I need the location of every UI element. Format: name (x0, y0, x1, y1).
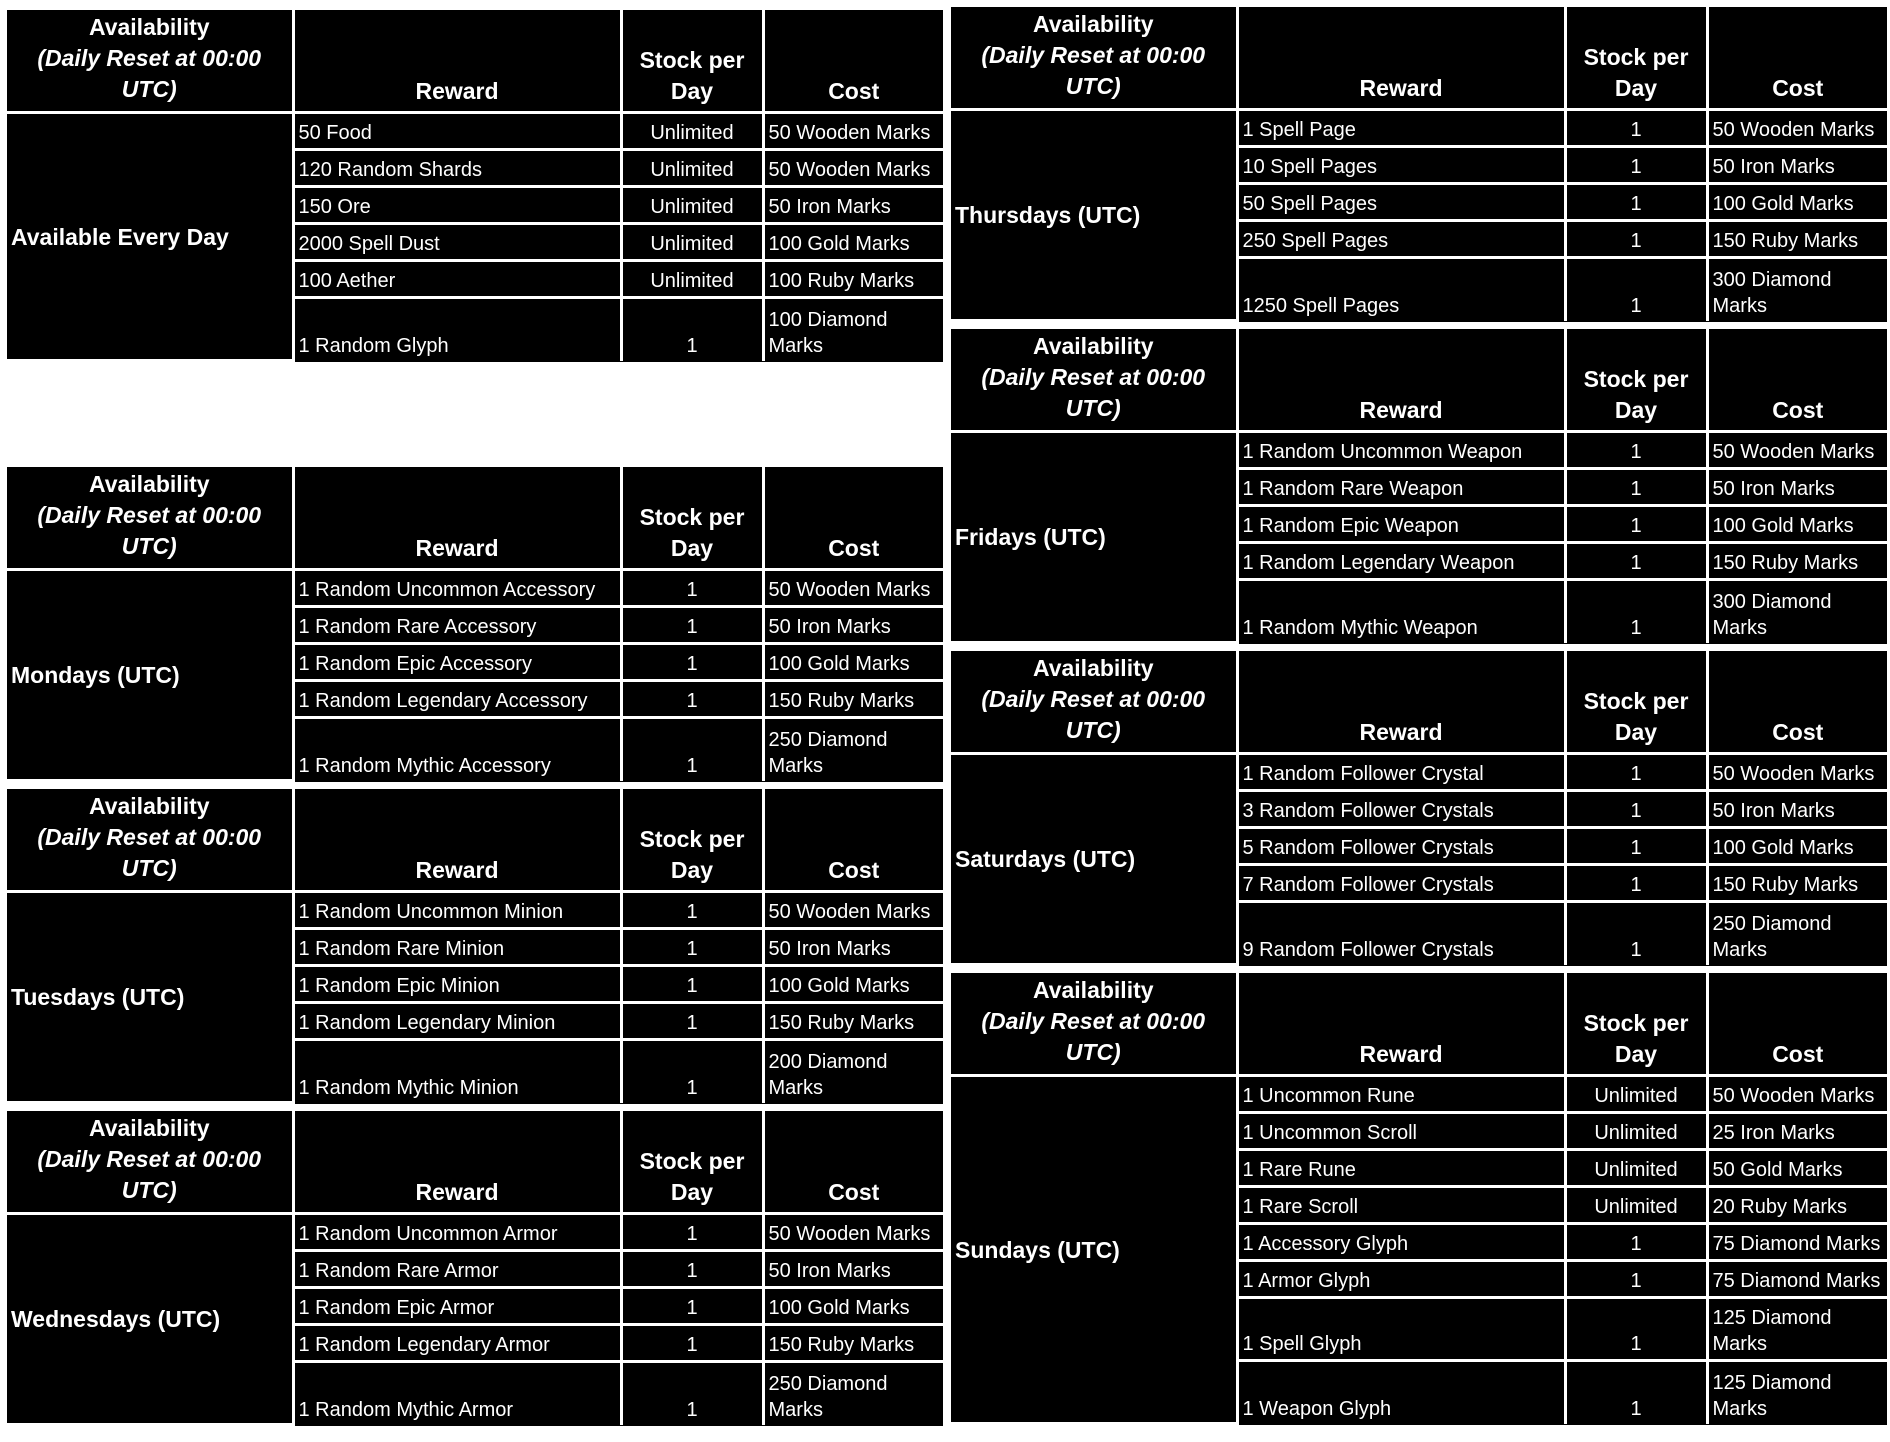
cost-header: Cost (763, 788, 943, 892)
reward-cell: 1 Random Uncommon Accessory (293, 570, 621, 607)
stock-cell: 1 (1565, 221, 1707, 258)
stock-cell: Unlimited (621, 150, 763, 187)
stock-cell: 1 (621, 298, 763, 361)
stock-header: Stock per Day (1565, 6, 1707, 110)
shop-table-available-every-day (7, 7, 943, 362)
table-row (951, 110, 1887, 147)
reset-note: (Daily Reset at 00:00 UTC) (981, 686, 1206, 743)
availability-label: Availability (88, 1115, 210, 1141)
stock-cell: 1 (621, 1040, 763, 1103)
cost-cell: 50 Wooden Marks (763, 150, 943, 187)
reward-cell: 1 Accessory Glyph (1237, 1224, 1565, 1261)
reward-cell: 250 Spell Pages (1237, 221, 1565, 258)
availability-label: Availability (1032, 11, 1154, 37)
table-row (7, 570, 943, 607)
reward-cell: 1 Spell Glyph (1237, 1298, 1565, 1361)
stock-cell: Unlimited (1565, 1187, 1707, 1224)
cost-cell: 50 Iron Marks (763, 607, 943, 644)
reward-cell: 50 Spell Pages (1237, 184, 1565, 221)
cost-cell: 150 Ruby Marks (1707, 543, 1887, 580)
availability-header (951, 972, 1237, 1076)
cost-cell: 100 Gold Marks (763, 224, 943, 261)
stock-cell: 1 (1565, 432, 1707, 469)
availability-day: Thursdays (UTC) (951, 110, 1237, 321)
stock-cell: Unlimited (1565, 1076, 1707, 1113)
cost-header: Cost (1707, 972, 1887, 1076)
cost-cell: 50 Iron Marks (1707, 469, 1887, 506)
reward-cell: 1 Random Rare Armor (293, 1251, 621, 1288)
reward-cell: 1 Random Mythic Armor (293, 1362, 621, 1425)
reward-cell: 150 Ore (293, 187, 621, 224)
cost-cell: 300 Diamond Marks (1707, 580, 1887, 643)
stock-cell: 1 (1565, 506, 1707, 543)
stock-cell: 1 (1565, 110, 1707, 147)
reward-cell: 1 Random Legendary Minion (293, 1003, 621, 1040)
reward-cell: 1 Random Mythic Weapon (1237, 580, 1565, 643)
availability-label: Availability (88, 793, 210, 819)
availability-header (7, 466, 293, 570)
cost-cell: 50 Iron Marks (763, 1251, 943, 1288)
cost-cell: 200 Diamond Marks (763, 1040, 943, 1103)
reward-header: Reward (293, 466, 621, 570)
reward-cell: 1 Random Epic Weapon (1237, 506, 1565, 543)
reward-cell: 120 Random Shards (293, 150, 621, 187)
availability-day: Mondays (UTC) (7, 570, 293, 781)
cost-cell: 50 Wooden Marks (1707, 432, 1887, 469)
cost-cell: 100 Diamond Marks (763, 298, 943, 361)
availability-header (7, 1110, 293, 1214)
stock-cell: Unlimited (1565, 1113, 1707, 1150)
reward-cell: 1 Random Uncommon Weapon (1237, 432, 1565, 469)
availability-label: Availability (88, 14, 210, 40)
stock-cell: 1 (621, 718, 763, 781)
availability-header (951, 6, 1237, 110)
stock-cell: 1 (1565, 184, 1707, 221)
shop-table-mondays-utc (7, 464, 943, 782)
reward-cell: 50 Food (293, 113, 621, 150)
cost-cell: 125 Diamond Marks (1707, 1361, 1887, 1424)
table-row (951, 432, 1887, 469)
cost-cell: 50 Wooden Marks (763, 113, 943, 150)
stock-cell: 1 (621, 1003, 763, 1040)
cost-cell: 100 Gold Marks (763, 1288, 943, 1325)
cost-cell: 50 Wooden Marks (1707, 754, 1887, 791)
reward-cell: 1 Random Epic Accessory (293, 644, 621, 681)
reward-cell: 1 Uncommon Scroll (1237, 1113, 1565, 1150)
stock-cell: 1 (621, 681, 763, 718)
stock-cell: Unlimited (621, 187, 763, 224)
cost-cell: 150 Ruby Marks (763, 1325, 943, 1362)
reset-note: (Daily Reset at 00:00 UTC) (37, 502, 262, 559)
stock-header: Stock per Day (621, 466, 763, 570)
reward-header: Reward (293, 9, 621, 113)
stock-cell: 1 (1565, 469, 1707, 506)
reward-header: Reward (1237, 972, 1565, 1076)
reward-header: Reward (1237, 6, 1565, 110)
reward-cell: 7 Random Follower Crystals (1237, 865, 1565, 902)
availability-header (951, 650, 1237, 754)
cost-cell: 100 Ruby Marks (763, 261, 943, 298)
cost-cell: 50 Gold Marks (1707, 1150, 1887, 1187)
stock-cell: 1 (621, 570, 763, 607)
reward-cell: 1250 Spell Pages (1237, 258, 1565, 321)
reward-cell: 1 Random Mythic Minion (293, 1040, 621, 1103)
cost-cell: 250 Diamond Marks (1707, 902, 1887, 965)
stock-cell: 1 (1565, 902, 1707, 965)
stock-cell: 1 (1565, 580, 1707, 643)
availability-label: Availability (88, 471, 210, 497)
stock-header: Stock per Day (1565, 650, 1707, 754)
cost-cell: 100 Gold Marks (763, 966, 943, 1003)
reward-header: Reward (1237, 328, 1565, 432)
cost-cell: 300 Diamond Marks (1707, 258, 1887, 321)
cost-cell: 20 Ruby Marks (1707, 1187, 1887, 1224)
table-row (7, 113, 943, 150)
stock-cell: Unlimited (621, 224, 763, 261)
table-row (951, 1076, 1887, 1113)
cost-cell: 75 Diamond Marks (1707, 1224, 1887, 1261)
availability-label: Availability (1032, 333, 1154, 359)
reward-cell: 100 Aether (293, 261, 621, 298)
stock-cell: 1 (621, 1362, 763, 1425)
reward-cell: 1 Spell Page (1237, 110, 1565, 147)
reset-note: (Daily Reset at 00:00 UTC) (981, 1008, 1206, 1065)
reward-cell: 3 Random Follower Crystals (1237, 791, 1565, 828)
availability-day: Tuesdays (UTC) (7, 892, 293, 1103)
cost-cell: 250 Diamond Marks (763, 1362, 943, 1425)
cost-cell: 50 Wooden Marks (763, 1214, 943, 1251)
shop-table-fridays-utc (951, 326, 1887, 644)
reset-note: (Daily Reset at 00:00 UTC) (981, 364, 1206, 421)
reward-cell: 1 Rare Rune (1237, 1150, 1565, 1187)
stock-cell: Unlimited (621, 113, 763, 150)
stock-cell: 1 (621, 1251, 763, 1288)
stock-header: Stock per Day (621, 9, 763, 113)
reward-cell: 1 Uncommon Rune (1237, 1076, 1565, 1113)
reset-note: (Daily Reset at 00:00 UTC) (37, 824, 262, 881)
reward-cell: 1 Random Legendary Armor (293, 1325, 621, 1362)
stock-cell: Unlimited (1565, 1150, 1707, 1187)
cost-header: Cost (763, 466, 943, 570)
reward-header: Reward (293, 1110, 621, 1214)
reward-cell: 1 Random Rare Accessory (293, 607, 621, 644)
cost-cell: 75 Diamond Marks (1707, 1261, 1887, 1298)
reward-cell: 1 Random Follower Crystal (1237, 754, 1565, 791)
cost-cell: 50 Iron Marks (763, 187, 943, 224)
reward-cell: 1 Random Glyph (293, 298, 621, 361)
availability-header (7, 9, 293, 113)
stock-cell: 1 (1565, 754, 1707, 791)
cost-cell: 50 Wooden Marks (1707, 1076, 1887, 1113)
table-row (7, 1214, 943, 1251)
availability-day: Wednesdays (UTC) (7, 1214, 293, 1425)
stock-cell: 1 (1565, 1361, 1707, 1424)
reward-header: Reward (293, 788, 621, 892)
reward-cell: 1 Weapon Glyph (1237, 1361, 1565, 1424)
reset-note: (Daily Reset at 00:00 UTC) (37, 1146, 262, 1203)
stock-cell: 1 (1565, 828, 1707, 865)
cost-cell: 150 Ruby Marks (1707, 221, 1887, 258)
cost-header: Cost (1707, 6, 1887, 110)
cost-cell: 250 Diamond Marks (763, 718, 943, 781)
cost-cell: 150 Ruby Marks (763, 1003, 943, 1040)
cost-cell: 50 Iron Marks (763, 929, 943, 966)
cost-cell: 100 Gold Marks (1707, 184, 1887, 221)
availability-header (7, 788, 293, 892)
stock-header: Stock per Day (621, 1110, 763, 1214)
stock-cell: 1 (1565, 865, 1707, 902)
cost-cell: 100 Gold Marks (1707, 506, 1887, 543)
stock-cell: 1 (1565, 1224, 1707, 1261)
stock-cell: 1 (621, 966, 763, 1003)
stock-cell: 1 (1565, 147, 1707, 184)
reward-cell: 1 Random Legendary Accessory (293, 681, 621, 718)
stock-cell: 1 (1565, 1298, 1707, 1361)
stock-header: Stock per Day (621, 788, 763, 892)
stock-cell: 1 (621, 1325, 763, 1362)
stock-cell: 1 (621, 892, 763, 929)
reward-cell: 1 Rare Scroll (1237, 1187, 1565, 1224)
availability-day: Fridays (UTC) (951, 432, 1237, 643)
cost-header: Cost (1707, 650, 1887, 754)
reward-cell: 1 Random Uncommon Armor (293, 1214, 621, 1251)
reward-cell: 1 Random Rare Weapon (1237, 469, 1565, 506)
availability-day: Saturdays (UTC) (951, 754, 1237, 965)
shop-table-wednesdays-utc (7, 1108, 943, 1426)
stock-cell: 1 (621, 1214, 763, 1251)
reward-cell: 10 Spell Pages (1237, 147, 1565, 184)
cost-header: Cost (763, 1110, 943, 1214)
reward-cell: 1 Random Epic Armor (293, 1288, 621, 1325)
reward-cell: 1 Armor Glyph (1237, 1261, 1565, 1298)
stock-cell: 1 (621, 1288, 763, 1325)
shop-table-thursdays-utc (951, 4, 1887, 322)
stock-cell: 1 (621, 644, 763, 681)
availability-label: Availability (1032, 977, 1154, 1003)
stock-header: Stock per Day (1565, 972, 1707, 1076)
shop-table-sundays-utc (951, 970, 1887, 1425)
reward-cell: 1 Random Rare Minion (293, 929, 621, 966)
stock-cell: 1 (1565, 543, 1707, 580)
cost-cell: 50 Wooden Marks (763, 892, 943, 929)
stock-cell: 1 (621, 607, 763, 644)
cost-cell: 50 Iron Marks (1707, 791, 1887, 828)
reward-cell: 2000 Spell Dust (293, 224, 621, 261)
reset-note: (Daily Reset at 00:00 UTC) (981, 42, 1206, 99)
cost-header: Cost (763, 9, 943, 113)
table-row (951, 754, 1887, 791)
availability-label: Availability (1032, 655, 1154, 681)
cost-cell: 50 Iron Marks (1707, 147, 1887, 184)
cost-cell: 100 Gold Marks (763, 644, 943, 681)
cost-header: Cost (1707, 328, 1887, 432)
shop-table-tuesdays-utc (7, 786, 943, 1104)
reward-cell: 1 Random Uncommon Minion (293, 892, 621, 929)
cost-cell: 150 Ruby Marks (1707, 865, 1887, 902)
reward-cell: 1 Random Mythic Accessory (293, 718, 621, 781)
cost-cell: 100 Gold Marks (1707, 828, 1887, 865)
reward-cell: 9 Random Follower Crystals (1237, 902, 1565, 965)
stock-cell: 1 (1565, 258, 1707, 321)
cost-cell: 25 Iron Marks (1707, 1113, 1887, 1150)
stock-cell: 1 (1565, 1261, 1707, 1298)
stock-cell: 1 (1565, 791, 1707, 828)
cost-cell: 125 Diamond Marks (1707, 1298, 1887, 1361)
availability-day: Sundays (UTC) (951, 1076, 1237, 1424)
availability-day: Available Every Day (7, 113, 293, 361)
cost-cell: 150 Ruby Marks (763, 681, 943, 718)
reward-cell: 1 Random Epic Minion (293, 966, 621, 1003)
stock-cell: Unlimited (621, 261, 763, 298)
table-row (7, 892, 943, 929)
reward-cell: 1 Random Legendary Weapon (1237, 543, 1565, 580)
availability-header (951, 328, 1237, 432)
shop-table-saturdays-utc (951, 648, 1887, 966)
cost-cell: 50 Wooden Marks (763, 570, 943, 607)
cost-cell: 50 Wooden Marks (1707, 110, 1887, 147)
reward-header: Reward (1237, 650, 1565, 754)
stock-header: Stock per Day (1565, 328, 1707, 432)
reset-note: (Daily Reset at 00:00 UTC) (37, 45, 262, 102)
reward-cell: 5 Random Follower Crystals (1237, 828, 1565, 865)
stock-cell: 1 (621, 929, 763, 966)
